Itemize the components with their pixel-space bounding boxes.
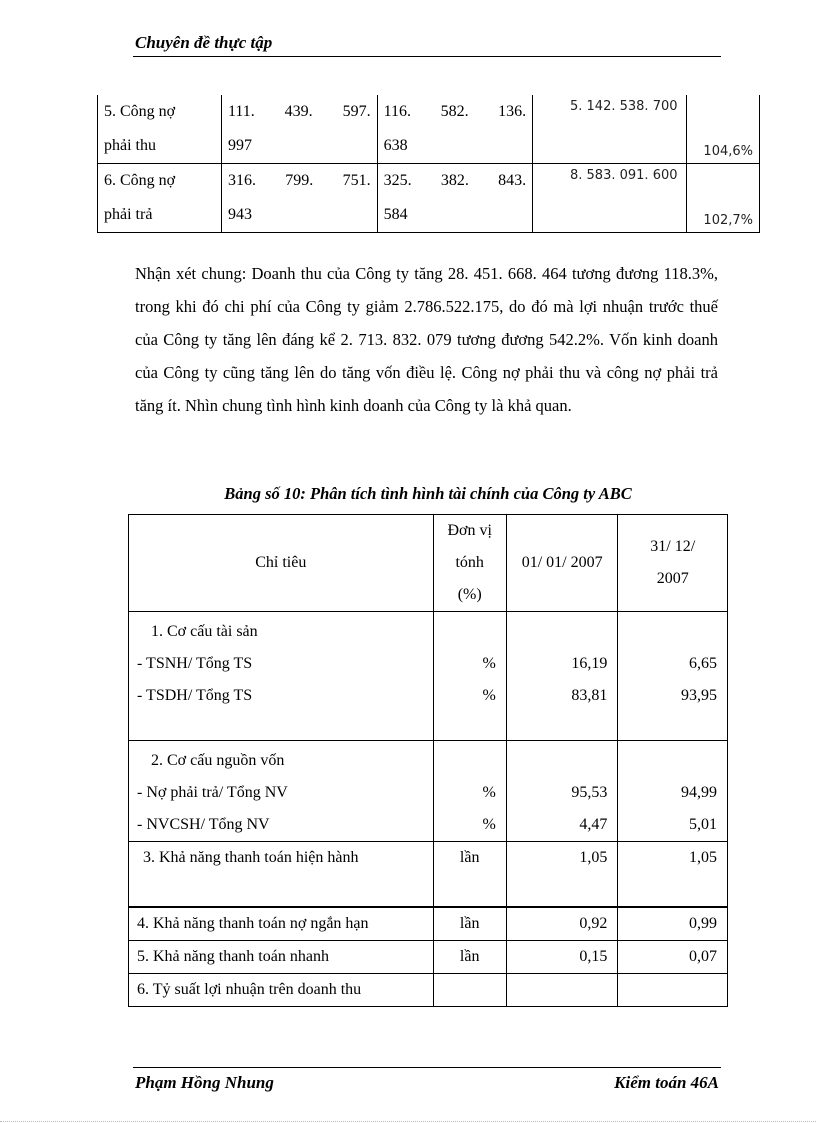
table-row	[129, 612, 728, 741]
row-label-cell	[129, 941, 434, 974]
value: 4,47	[579, 816, 608, 833]
value-part: 325.	[383, 172, 412, 189]
value: 0,99	[689, 915, 717, 932]
value-cell	[506, 941, 618, 974]
value-part: 116.	[383, 103, 411, 120]
value-tail: 638	[383, 137, 408, 154]
table-row	[129, 842, 728, 908]
value-cell	[618, 612, 728, 741]
row-label-cell	[129, 974, 434, 1007]
header-line: 2007	[656, 570, 689, 587]
value: 83,81	[571, 687, 608, 704]
value-cell	[221, 95, 377, 164]
row-label-cell	[129, 907, 434, 941]
value-tail: 997	[227, 137, 252, 154]
value-cell	[506, 974, 618, 1007]
value: 16,19	[571, 655, 608, 672]
page-header	[133, 32, 721, 57]
label-line: phải thu	[104, 137, 156, 154]
label-line: phải trả	[104, 206, 153, 223]
header-line: 31/ 12/	[650, 538, 696, 555]
header-chi-tieu: Chỉ tiêu	[129, 515, 434, 612]
group-title: 2. Cơ cấu nguồn vốn	[151, 752, 285, 769]
table-row	[129, 907, 728, 941]
value: 0,92	[579, 915, 608, 932]
unit-cell	[433, 974, 506, 1007]
value-cell	[221, 164, 377, 233]
value: 0,07	[689, 948, 717, 965]
row-label: 3. Khả năng thanh toán hiện hành	[143, 849, 359, 866]
value-part: 843.	[498, 172, 527, 189]
row-label	[98, 164, 222, 233]
table-row	[129, 941, 728, 974]
value-part: 136.	[498, 103, 527, 120]
unit-cell	[433, 907, 506, 941]
value-part: 799.	[285, 172, 314, 189]
value-cell	[618, 974, 728, 1007]
value-cell	[377, 95, 533, 164]
unit: lần	[459, 948, 480, 965]
label-line: 6. Công nợ	[104, 172, 176, 189]
summary-paragraph: Nhận xét chung: Doanh thu của Công ty tăng 28. 451. 668. 464 tương đương 118.3%, trong khi đó chi phí của Công ty giảm 2.786.522.175, do đó mà lợi nhuận trước thuế của Công ty tăng lên đáng kể 2. 713. 832. 079 tương đương 542.2%. Vốn kinh doanh của Công ty cũng tăng lên do tăng vốn điều lệ. Công nợ phải thu và công nợ phải trả tăng ít. Nhìn chung tình hình kinh doanh của Công ty là khả quan.	[135, 264, 718, 415]
unit-cell	[433, 612, 506, 741]
header-line: tónh	[455, 554, 484, 571]
unit: %	[482, 655, 496, 672]
value-cell	[618, 941, 728, 974]
value-part: 582.	[440, 103, 469, 120]
value: 93,95	[681, 687, 717, 704]
diff-cell: 8. 583. 091. 600	[533, 164, 686, 233]
page-edge-divider	[0, 1121, 816, 1122]
value-cell	[506, 741, 618, 842]
value-part: 439.	[284, 103, 313, 120]
financial-analysis-table	[128, 514, 728, 1007]
value-tail: 943	[227, 206, 252, 223]
value-cell	[506, 907, 618, 941]
header-line: (%)	[457, 586, 482, 603]
value-tail: 584	[383, 206, 408, 223]
label-line: 5. Công nợ	[104, 103, 176, 120]
unit: lần	[459, 849, 480, 866]
table-row	[98, 95, 760, 164]
value-part: 316.	[227, 172, 256, 189]
group-title: 1. Cơ cấu tài sản	[151, 623, 258, 640]
footer-class: Kiểm toán 46A	[614, 1073, 719, 1092]
row-label: - TSNH/ Tổng TS	[137, 655, 253, 672]
value: 95,53	[571, 784, 608, 801]
table-caption: Bảng số 10: Phân tích tình hình tài chính của Công ty ABC	[224, 484, 632, 503]
value-part: 111.	[227, 103, 255, 120]
table-row	[129, 974, 728, 1007]
pct-cell: 102,7%	[686, 164, 759, 233]
unit-cell	[433, 842, 506, 908]
unit-cell	[433, 741, 506, 842]
header-line: Đơn vị	[447, 522, 492, 539]
table-header-row	[129, 515, 728, 612]
continuation-table	[97, 95, 760, 233]
row-label-cell	[129, 842, 434, 908]
diff-cell: 5. 142. 538. 700	[533, 95, 686, 164]
table-row	[98, 164, 760, 233]
value: 1,05	[689, 849, 717, 866]
page-footer	[133, 1067, 721, 1096]
table-row	[129, 741, 728, 842]
value-cell	[618, 907, 728, 941]
row-label: - TSDH/ Tổng TS	[137, 687, 253, 704]
value-part: 382.	[440, 172, 469, 189]
unit-cell	[433, 941, 506, 974]
group-label-cell	[129, 612, 434, 741]
value-part: 597.	[342, 103, 371, 120]
row-label	[98, 95, 222, 164]
unit: %	[482, 687, 496, 704]
value-cell	[618, 741, 728, 842]
header-unit	[433, 515, 506, 612]
value: 94,99	[681, 784, 717, 801]
value-cell	[506, 842, 618, 908]
unit: lần	[459, 915, 480, 932]
value: 6,65	[689, 655, 717, 672]
row-label: 4. Khả năng thanh toán nợ ngắn hạn	[137, 915, 369, 932]
header-date-2	[618, 515, 728, 612]
row-label: - Nợ phải trả/ Tổng NV	[137, 784, 288, 801]
unit: %	[482, 784, 496, 801]
row-label: 6. Tỷ suất lợi nhuận trên doanh thu	[137, 981, 362, 998]
unit: %	[482, 816, 496, 833]
row-label: 5. Khả năng thanh toán nhanh	[137, 948, 329, 965]
footer-author: Phạm Hồng Nhung	[135, 1073, 274, 1092]
value: 5,01	[689, 816, 717, 833]
header-date-1: 01/ 01/ 2007	[506, 515, 618, 612]
value-part: 751.	[342, 172, 371, 189]
row-label: - NVCSH/ Tổng NV	[137, 816, 270, 833]
value-cell	[377, 164, 533, 233]
value-cell	[506, 612, 618, 741]
header-title: Chuyên đề thực tập	[135, 33, 273, 52]
group-label-cell	[129, 741, 434, 842]
value: 1,05	[579, 849, 608, 866]
value: 0,15	[579, 948, 608, 965]
pct-cell: 104,6%	[686, 95, 759, 164]
value-cell	[618, 842, 728, 908]
